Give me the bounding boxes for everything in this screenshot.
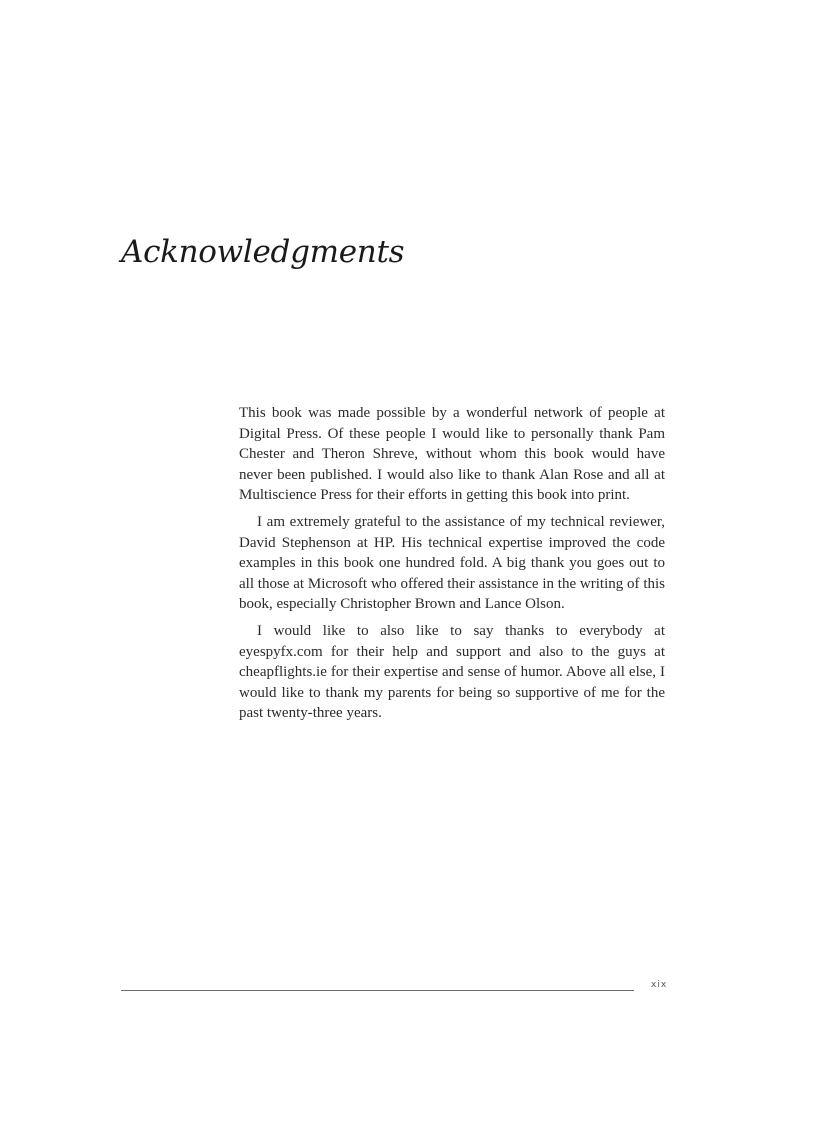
page-title: Acknowledgments bbox=[121, 234, 405, 270]
paragraph-3: I would like to also like to say thanks to everybody at eyespyfx.com for their help and support and also to the guys at cheapflights.ie for their expertise and sense of humor. Above all else, I would like to thank my parents for being so supportive of me for the past twenty-three years. bbox=[239, 622, 665, 722]
paragraph-1: This book was made possible by a wonderful network of people at Digital Press. Of these people I would like to personally thank Pam Chester and Theron Shreve, without whom this book would have never been published. I would also like to thank Alan Rose and all at Multiscience Press for their efforts in getting this book into print. bbox=[239, 405, 665, 504]
paragraph-2: I am extremely grateful to the assistance of my technical reviewer, David Stephenson at HP. His technical expertise improved the code examples in this book one hundred fold. A big thank you goes out to all those at Microsoft who offered their assistance in the writing of this book, especially Christopher Brown and Lance Olson. bbox=[239, 513, 665, 613]
acknowledgments-body bbox=[239, 403, 665, 730]
footer-rule bbox=[121, 990, 634, 991]
page-number: xix bbox=[651, 980, 668, 990]
